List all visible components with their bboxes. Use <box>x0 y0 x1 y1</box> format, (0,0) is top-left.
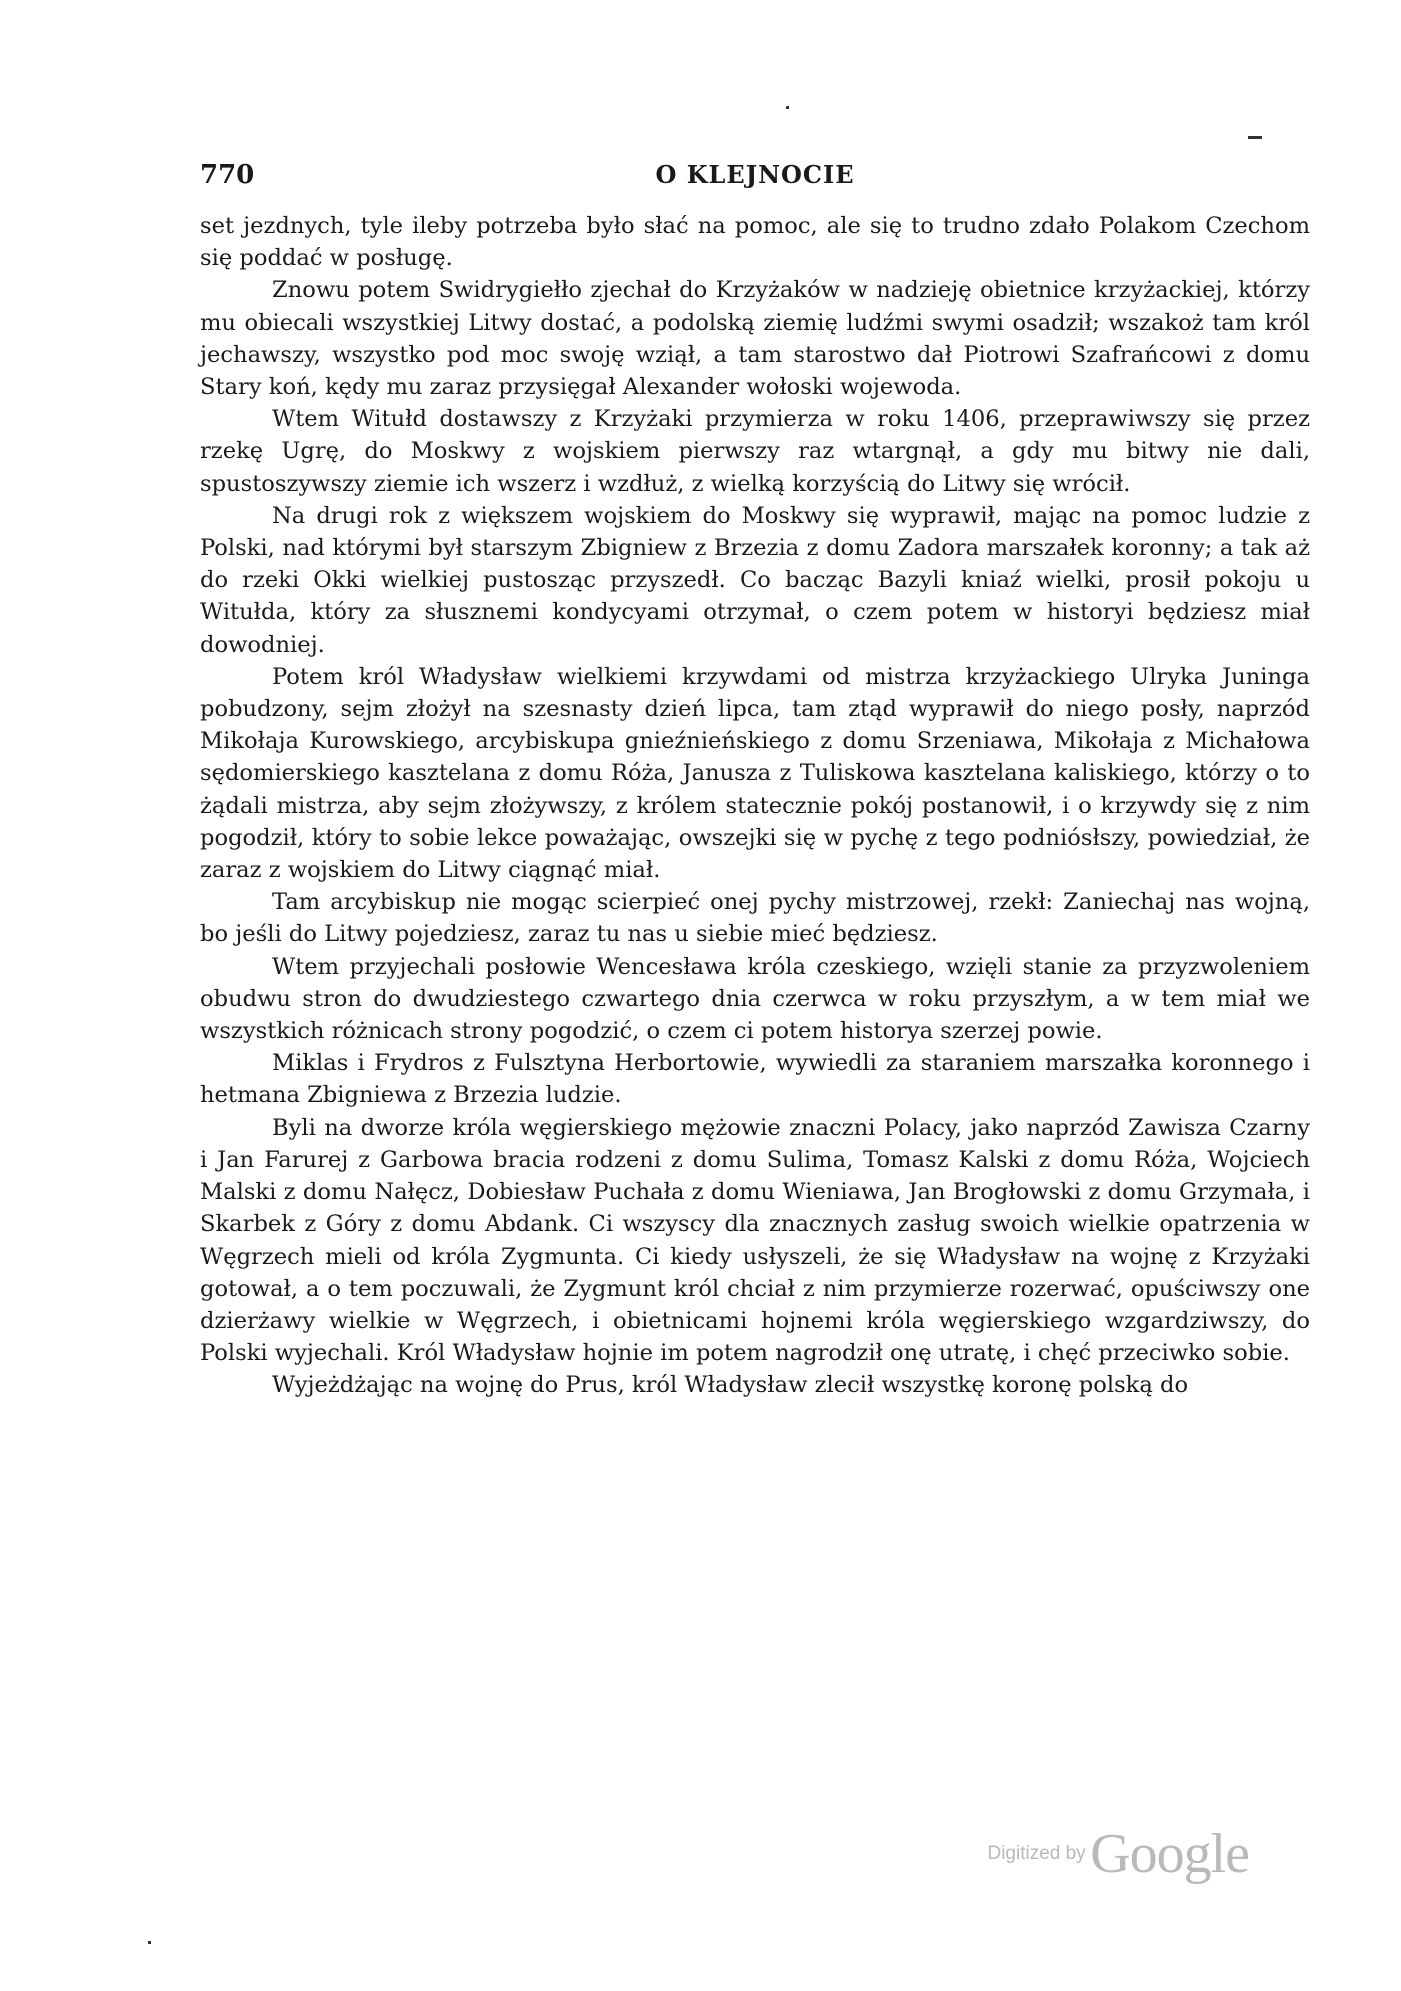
google-logo: Google <box>1090 1823 1249 1885</box>
paragraph: Potem król Władysław wielkiemi krzywdami od mistrza krzyżackiego Ulryka Juninga pobudzony, sejm złożył na szesnasty dzień lipca, tam ztąd wyprawił do niego posły, naprzód Mikołaja Kurowskiego, arcybiskupa gnieźnieńskiego z domu Srzeniawa, Mikołaja z Michałowa sędomierskiego kasztelana z domu Róża, Janusza z Tuliskowa kasztelana kaliskiego, którzy o to żądali mistrza, aby sejm złożywszy, z królem statecznie pokój postanowił, i o krzywdy się z nim pogodził, który to sobie lekce poważając, owszejki się w pychę z tego podniósłszy, powiedział, że zaraz z wojskiem do Litwy ciągnąć miał. <box>200 663 1310 884</box>
watermark-prefix: Digitized by <box>987 1843 1086 1864</box>
scan-dash-mark <box>1248 136 1262 139</box>
paragraph: Tam arcybiskup nie mogąc scierpieć onej pychy mistrzowej, rzekł: Zaniechaj nas wojną, bo jeśli do Litwy pojedziesz, zaraz tu nas u siebie mieć będziesz. <box>200 889 1310 948</box>
paragraph: Wyjeżdżając na wojnę do Prus, król Władysław zlecił wszystkę koronę polską do <box>272 1372 1189 1399</box>
running-head: O KLEJNOCIE <box>655 160 855 189</box>
paragraph: Byli na dworze króla węgierskiego mężowie znaczni Polacy, jako naprzód Zawisza Czarny i Jan Farurej z Garbowa bracia rodzeni z domu Sulima, Tomasz Kalski z domu Róża, Wojciech Malski z domu Nałęcz, Dobiesław Puchała z domu Wieniawa, Jan Brogłowski z domu Grzymała, i Skarbek z Góry z domu Abdank. Ci wszyscy dla znacznych zasług swoich wielkie opatrzenia w Węgrzech mieli od króla Zygmunta. Ci kiedy usłyszeli, że się Władysław na wojnę z Krzyżaki gotował, a o tem poczuwali, że Zygmunt król chciał z nim przymierze rozerwać, opuściwszy one dzierżawy wielkie w Węgrzech, i obietnicami hojnemi króla węgierskiego wzgardziwszy, do Polski wyjechali. Król Władysław hojnie im potem nagrodził onę utratę, i chęć przeciwko sobie. <box>200 1114 1310 1367</box>
paragraph: Miklas i Frydros z Fulsztyna Herbortowie, wywiedli za staraniem marszałka koronnego i hetmana Zbigniewa z Brzezia ludzie. <box>200 1050 1310 1109</box>
body-text <box>200 210 1310 1402</box>
scan-speck <box>148 1941 151 1944</box>
page-number: 770 <box>200 160 255 190</box>
paragraph: Znowu potem Swidrygiełło zjechał do Krzyżaków w nadzieję obietnice krzyżackiej, którzy mu obiecali wszystkiej Litwy dostać, a podolską ziemię ludźmi swymi osadził; wszakoż tam król jechawszy, wszystko pod moc swoję wziął, a tam starostwo dał Piotrowi Szafrańcowi z domu Stary koń, kędy mu zaraz przysięgał Alexander wołoski wojewoda. <box>200 277 1310 401</box>
paragraph: Wtem przyjechali posłowie Wencesława króla czeskiego, wzięli stanie za przyzwoleniem obudwu stron do dwudziestego czwartego dnia czerwca w roku przyszłym, a w tem miał we wszystkich różnicach strony pogodzić, o czem ci potem historya szerzej powie. <box>200 953 1310 1045</box>
scan-speck <box>786 106 789 109</box>
page-header <box>200 152 1310 192</box>
google-digitized-watermark <box>987 1822 1249 1886</box>
paragraph: Wtem Witułd dostawszy z Krzyżaki przymierza w roku 1406, przeprawiwszy się przez rzekę Ugrę, do Moskwy z wojskiem pierwszy raz wtargnął, a gdy mu bitwy nie dali, spustoszywszy ziemie ich wszerz i wzdłuż, z wielką korzyścią do Litwy się wrócił. <box>200 406 1310 497</box>
paragraph: Na drugi rok z większem wojskiem do Moskwy się wyprawił, mając na pomoc ludzie z Polski, nad którymi był starszym Zbigniew z Brzezia z domu Zadora marszałek koronny; a tak aż do rzeki Okki wielkiej pustosząc przyszedł. Co bacząc Bazyli kniaź wielki, prosił pokoju u Witułda, który za słusznemi kondycyami otrzymał, o czem potem w historyi będziesz miał dowodniej. <box>200 502 1310 658</box>
paragraph: set jezdnych, tyle ileby potrzeba było słać na pomoc, ale się to trudno zdało Polakom Czechom się poddać w posługę. <box>200 213 1310 272</box>
